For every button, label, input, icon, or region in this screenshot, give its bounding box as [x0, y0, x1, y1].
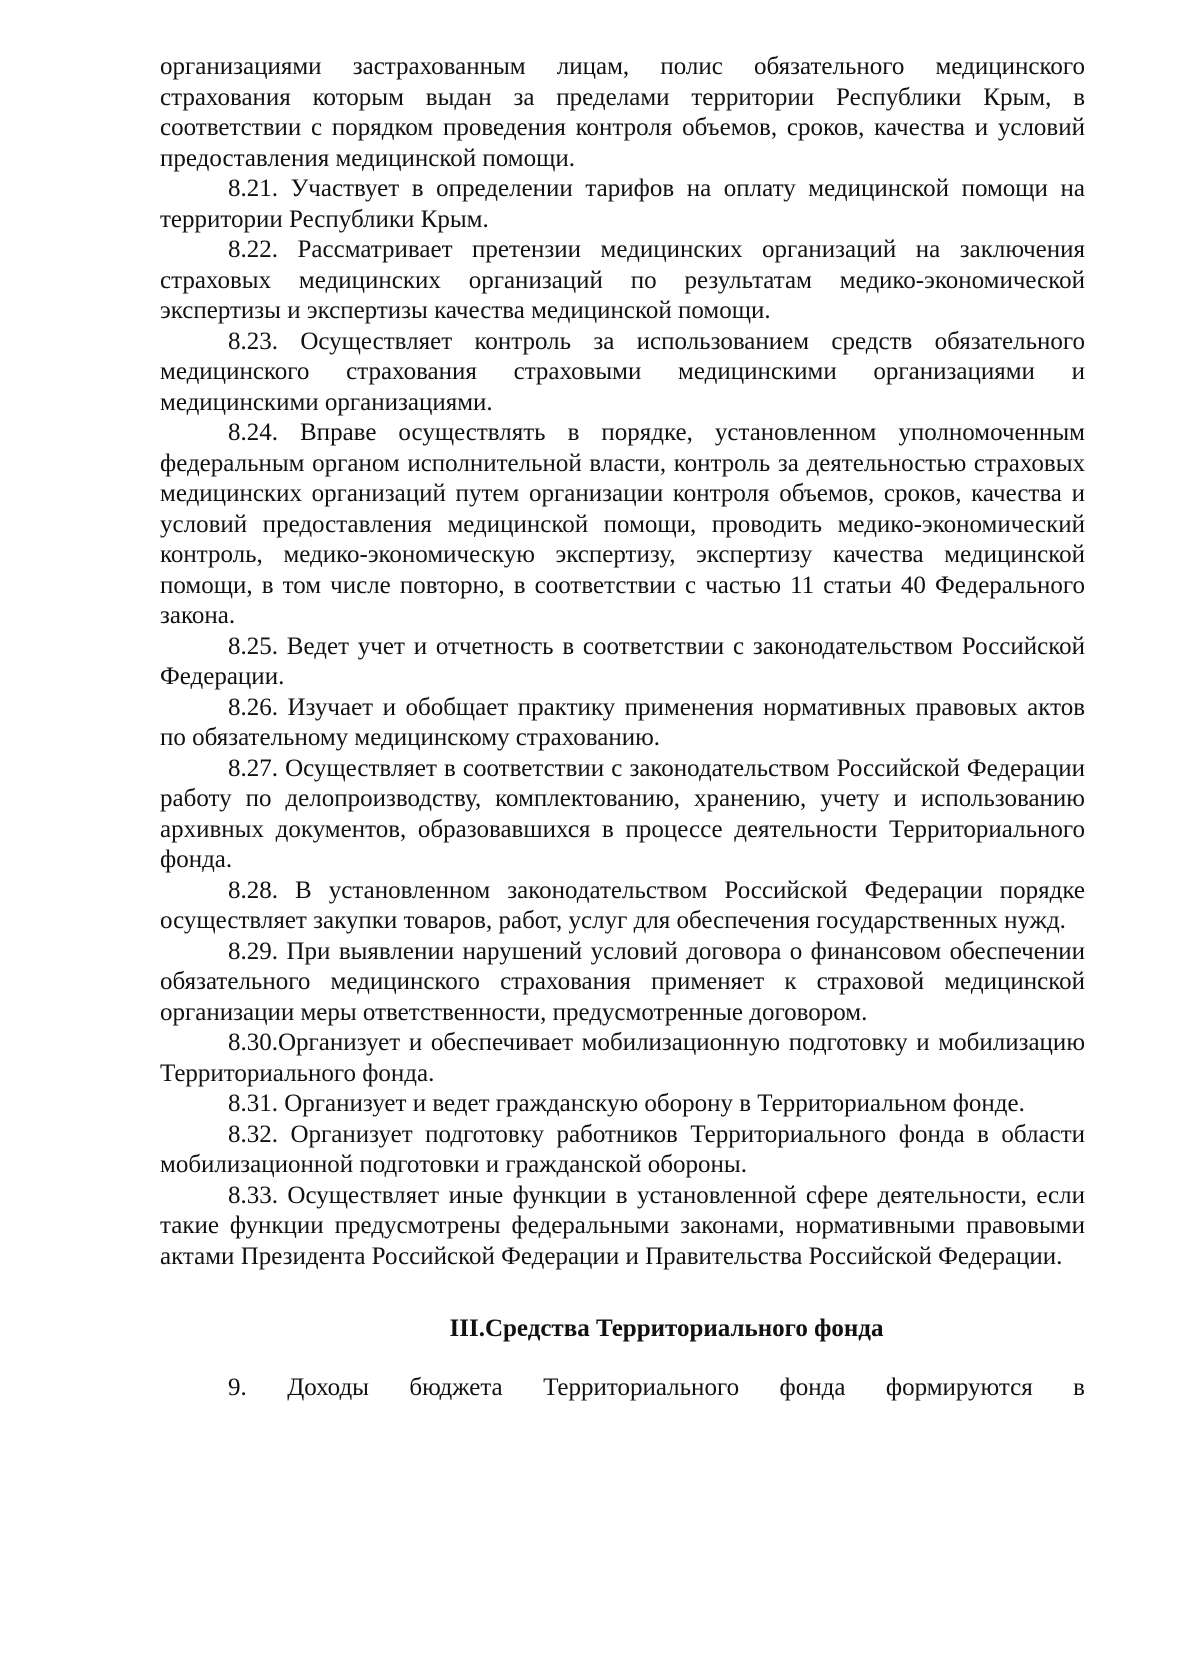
paragraph-8-22: 8.22. Рассматривает претензии медицинских организаций на заключения страховых медицинских организаций по результатам медико-экономической экспертизы и экспертизы качества медицинской помощи.	[160, 236, 1085, 324]
paragraph-8-33: 8.33. Осуществляет иные функции в установленной сфере деятельности, если такие функции предусмотрены федеральными законами, нормативными правовыми актами Президента Российской Федерации и Правительства Российской Федерации.	[160, 1181, 1085, 1270]
paragraph-9: 9. Доходы бюджета Территориального фонда формируются в	[228, 1373, 1085, 1401]
paragraph-8-27: 8.27. Осуществляет в соответствии с законодательством Российской Федерации работу по делопроизводству, комплектованию, хранению, учету и использованию архивных документов, образовавшихся в процессе деятельности Территориального фонда.	[160, 754, 1085, 873]
paragraph-8-31: 8.31. Организует и ведет гражданскую оборону в Территориальном фонде.	[228, 1090, 1025, 1117]
paragraph-8-23: 8.23. Осуществляет контроль за использованием средств обязательного медицинского страхования страховыми медицинскими организациями и медицинскими организациями.	[160, 327, 1085, 416]
paragraph-8-28: 8.28. В установленном законодательством Российской Федерации порядке осуществляет закупки товаров, работ, услуг для обеспечения государственных нужд.	[160, 876, 1085, 934]
document-body	[160, 52, 1085, 1403]
paragraph-8-21: 8.21. Участвует в определении тарифов на оплату медицинской помощи на территории Республики Крым.	[160, 175, 1085, 233]
paragraph-8-32: 8.32. Организует подготовку работников Территориального фонда в области мобилизационной подготовки и гражданской обороны.	[160, 1120, 1085, 1178]
section-heading: III.Средства Территориального фонда	[449, 1315, 884, 1342]
paragraph-8-29: 8.29. При выявлении нарушений условий договора о финансовом обеспечении обязательного медицинского страхования применяет к страховой медицинской организации меры ответственности, предусмотренные договором.	[160, 937, 1085, 1026]
paragraph-8-26: 8.26. Изучает и обобщает практику применения нормативных правовых актов по обязательному медицинскому страхованию.	[160, 693, 1085, 751]
paragraph-8-30: 8.30.Организует и обеспечивает мобилизационную подготовку и мобилизацию Территориального фонда.	[160, 1029, 1085, 1087]
paragraph-continuation: организациями застрахованным лицам, полис обязательного медицинского страхования которым выдан за пределами территории Республики Крым, в соответствии с порядком проведения контроля объемов, сроков, качества и условий предоставления медицинской помощи.	[160, 53, 1085, 172]
paragraph-8-25: 8.25. Ведет учет и отчетность в соответствии с законодательством Российской Федерации.	[160, 632, 1085, 690]
paragraph-8-24: 8.24. Вправе осуществлять в порядке, установленном уполномоченным федеральным органом исполнительной власти, контроль за деятельностью страховых медицинских организаций путем организации контроля объемов, сроков, качества и условий предоставления медицинской помощи, проводить медико-экономический контроль, медико-экономическую экспертизу, экспертизу качества медицинской помощи, в том числе повторно, в соответствии с частью 11 статьи 40 Федерального закона.	[160, 419, 1085, 629]
